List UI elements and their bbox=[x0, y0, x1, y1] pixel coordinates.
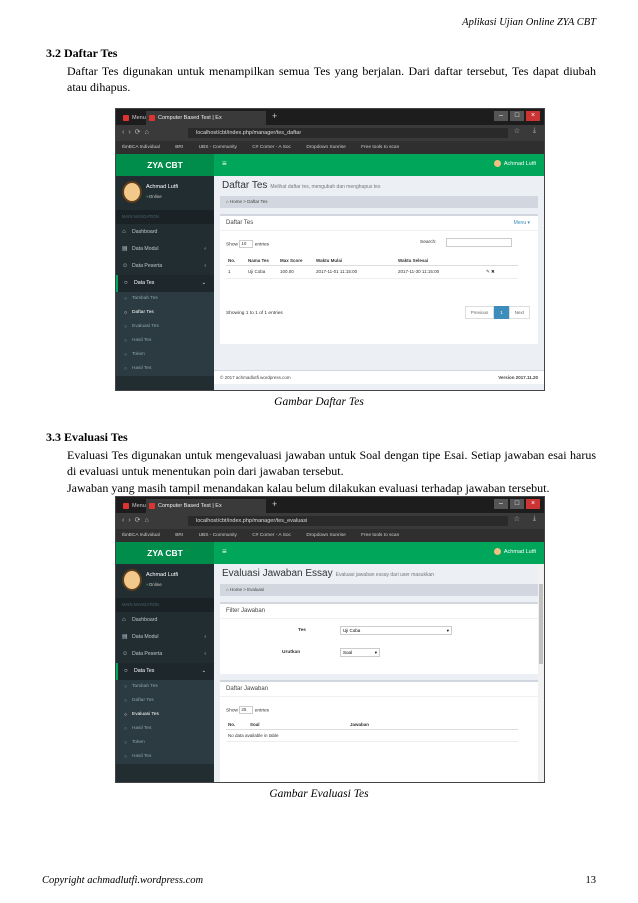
bookmark-item[interactable]: Dropdown Sunrise bbox=[306, 145, 346, 150]
address-bar bbox=[116, 513, 544, 529]
page-title: Evaluasi Jawaban Essay Evaluasi jawaban essay dari user masukkan bbox=[222, 568, 435, 579]
book-icon: ▤ bbox=[122, 246, 128, 252]
profile-name: Achmad Lutfi bbox=[146, 184, 179, 190]
user-menu[interactable]: Achmad Lutfi bbox=[494, 548, 536, 555]
sidebar-item-data-tes[interactable]: ○ Data Tes ⌄ bbox=[116, 275, 214, 292]
search-input[interactable] bbox=[446, 238, 512, 247]
browser-tab[interactable]: Menu bbox=[120, 111, 144, 125]
browser-titlebar bbox=[116, 497, 544, 513]
chevron-left-icon: ‹ bbox=[204, 263, 206, 269]
app-logo[interactable]: ZYA CBT bbox=[116, 542, 214, 564]
subnav-item-active[interactable]: ○ Daftar Tes bbox=[116, 306, 214, 320]
table-header-row bbox=[226, 256, 518, 266]
col-header[interactable]: Max Score bbox=[278, 256, 314, 266]
page-subtitle: Melihat daftar tes, mengubah dan menghapus tes bbox=[270, 184, 381, 190]
col-header bbox=[484, 256, 518, 266]
show-entries: Show 25 entries bbox=[226, 707, 270, 714]
app-logo[interactable]: ZYA CBT bbox=[116, 154, 214, 176]
maximize-icon[interactable]: □ bbox=[510, 499, 524, 509]
circle-icon: ○ bbox=[124, 280, 128, 286]
table-header-row bbox=[226, 720, 518, 730]
bookmark-item[interactable]: Free tools to scan bbox=[361, 533, 400, 538]
subnav-item[interactable]: ○ Tambah Tes bbox=[116, 292, 214, 306]
chevron-left-icon: ‹ bbox=[204, 634, 206, 640]
minimize-icon[interactable]: – bbox=[494, 111, 508, 121]
tes-label: Tes bbox=[298, 628, 306, 633]
avatar bbox=[122, 569, 142, 591]
page-subtitle: Evaluasi jawaban essay dari user masukkan bbox=[335, 572, 435, 578]
col-header[interactable]: No. bbox=[226, 256, 246, 266]
sidebar-item-data-modul[interactable]: ▤ Data Modul ‹ bbox=[116, 241, 214, 258]
urutkan-select[interactable]: Soal ▾ bbox=[340, 648, 380, 657]
sidebar-item-dashboard[interactable]: ⌂ Dashboard bbox=[116, 224, 214, 241]
menu-toggle-icon[interactable]: ≡ bbox=[222, 547, 227, 556]
col-header[interactable]: No. bbox=[226, 720, 248, 730]
circle-icon: ○ bbox=[124, 352, 128, 358]
edit-delete-icon[interactable]: ✎ ✖ bbox=[484, 266, 518, 279]
dashboard-icon: ⌂ bbox=[122, 229, 126, 235]
new-tab-icon[interactable]: + bbox=[272, 499, 278, 509]
dropdown-arrow-icon: ▾ bbox=[446, 628, 449, 633]
prev-button[interactable]: Previous bbox=[465, 306, 495, 319]
circle-icon: ○ bbox=[124, 310, 128, 316]
chevron-left-icon: ‹ bbox=[204, 246, 206, 252]
browser-titlebar bbox=[116, 109, 544, 125]
daftar-tes-table bbox=[226, 256, 518, 279]
download-icon[interactable]: ⤓ bbox=[532, 515, 536, 522]
subnav-item[interactable]: ○ Hasil Tes bbox=[116, 334, 214, 348]
subnav-item-active[interactable]: ○ Evaluasi Tes bbox=[116, 708, 214, 722]
breadcrumb[interactable]: ⌂ Home > Daftar Tes bbox=[220, 196, 538, 208]
search-label: Search: bbox=[420, 240, 437, 245]
subnav-item[interactable]: ○ Evaluasi Tes bbox=[116, 320, 214, 334]
section-heading: 3.3 Evaluasi Tes bbox=[46, 430, 128, 444]
user-panel bbox=[116, 564, 214, 598]
nav-header: MAIN NAVIGATION bbox=[116, 210, 214, 224]
section-body: Evaluasi Tes digunakan untuk mengevaluasi jawaban untuk Soal dengan tipe Esai. Setiap jawaban esai harus di evaluasi untuk menentukan poin dari jawaban tersebut. bbox=[67, 447, 596, 478]
section-body: Jawaban yang masih tampil menandakan kalau belum dilakukan evaluasi terhadap jawaban tersebut. bbox=[67, 480, 550, 495]
tab-favicon-icon bbox=[123, 115, 129, 121]
url-input[interactable]: localhost/cbt/index.php/manager/tes_daftar bbox=[188, 128, 508, 138]
circle-icon: ○ bbox=[124, 684, 128, 690]
nav-header: MAIN NAVIGATION bbox=[116, 598, 214, 612]
col-header[interactable]: Soal bbox=[248, 720, 348, 730]
circle-icon: ○ bbox=[124, 712, 128, 718]
sidebar bbox=[116, 564, 214, 783]
tab-favicon-icon bbox=[149, 503, 155, 509]
entries-select[interactable]: 10 bbox=[239, 240, 253, 248]
nav-buttons-icon[interactable]: ‹›⟳⌂ bbox=[122, 517, 153, 524]
table-info: Showing 1 to 1 of 1 entries bbox=[226, 311, 283, 316]
users-icon: ☺ bbox=[122, 651, 129, 657]
profile-status: ● Online bbox=[146, 582, 162, 587]
section-evaluasi-tes bbox=[46, 429, 596, 496]
url-input[interactable]: localhost/cbt/index.php/manager/tes_evaluasi bbox=[188, 516, 508, 526]
bookmark-item[interactable]: C# Corner - A Soc bbox=[252, 145, 291, 150]
bookmark-item[interactable]: IbnBCA Individual bbox=[122, 533, 160, 538]
nav-buttons-icon[interactable]: ‹›⟳⌂ bbox=[122, 129, 153, 136]
minimize-icon[interactable]: – bbox=[494, 499, 508, 509]
star-icon[interactable]: ☆ bbox=[513, 128, 520, 135]
urutkan-label: Urutkan bbox=[282, 650, 301, 655]
pagination bbox=[465, 306, 530, 319]
close-icon[interactable]: × bbox=[526, 499, 540, 509]
figure-caption: Gambar Evaluasi Tes bbox=[269, 788, 369, 800]
profile-name: Achmad Lutfi bbox=[146, 572, 179, 578]
filter-box bbox=[220, 602, 538, 674]
entries-select[interactable]: 25 bbox=[239, 706, 253, 714]
screenshot-evaluasi-tes bbox=[115, 496, 545, 783]
empty-message: No data available in table bbox=[226, 730, 518, 742]
page-title: Daftar Tes Melihat daftar tes, mengubah dan menghapus tes bbox=[222, 180, 381, 191]
scrollbar[interactable] bbox=[538, 564, 544, 783]
browser-tab-active[interactable]: Computer Based Test | Ex bbox=[146, 111, 266, 125]
bookmark-item[interactable]: IbnBCA Individual bbox=[122, 145, 160, 150]
subnav-item[interactable]: ○ Token bbox=[116, 348, 214, 362]
menu-toggle-icon[interactable]: ≡ bbox=[222, 159, 227, 168]
star-icon[interactable]: ☆ bbox=[513, 516, 520, 523]
profile-status: ● Online bbox=[146, 194, 162, 199]
user-panel bbox=[116, 176, 214, 210]
circle-icon: ○ bbox=[124, 754, 128, 760]
download-icon[interactable]: ⤓ bbox=[532, 127, 536, 134]
bookmarks-bar bbox=[116, 141, 544, 154]
screenshot-daftar-tes bbox=[115, 108, 545, 391]
new-tab-icon[interactable]: + bbox=[272, 111, 278, 121]
footer-copyright: Copyright achmadlutfi.wordpress.com bbox=[42, 875, 204, 886]
address-bar bbox=[116, 125, 544, 141]
circle-icon: ○ bbox=[124, 726, 128, 732]
box-title: Daftar Jawaban bbox=[220, 682, 538, 697]
breadcrumb[interactable]: ⌂ Home > Evaluasi bbox=[220, 584, 538, 596]
col-header[interactable]: Waktu Mulai bbox=[314, 256, 396, 266]
page-button[interactable]: 1 bbox=[494, 306, 509, 319]
subnav-item[interactable]: ○ Tambah Tes bbox=[116, 680, 214, 694]
maximize-icon[interactable]: □ bbox=[510, 111, 524, 121]
bookmark-item[interactable]: Free tools to scan bbox=[361, 145, 400, 150]
box-title: Daftar Tes Menu ▾ bbox=[220, 216, 538, 231]
bookmark-item[interactable]: UBS - Community bbox=[198, 533, 237, 538]
window-controls bbox=[494, 111, 540, 121]
daftar-jawaban-box bbox=[220, 680, 538, 783]
menu-dropdown[interactable]: Menu ▾ bbox=[513, 220, 530, 226]
subnav-item[interactable]: ○ Hasil Tes bbox=[116, 722, 214, 736]
bookmark-item[interactable]: BRI bbox=[175, 533, 184, 538]
content-area bbox=[214, 176, 544, 391]
page-number: 13 bbox=[585, 875, 596, 886]
avatar bbox=[122, 181, 142, 203]
chevron-down-icon: ⌄ bbox=[201, 668, 206, 674]
app-header bbox=[116, 542, 544, 564]
chevron-down-icon: ⌄ bbox=[201, 280, 206, 286]
figure-caption: Gambar Daftar Tes bbox=[274, 396, 364, 408]
subnav-item[interactable]: ○ Hasil Tes bbox=[116, 750, 214, 764]
sidebar-item-dashboard[interactable]: ⌂ Dashboard bbox=[116, 612, 214, 629]
circle-icon: ○ bbox=[124, 338, 128, 344]
bookmark-item[interactable]: UBS - Community bbox=[198, 145, 237, 150]
subnav-item[interactable]: ○ Hasil Tes bbox=[116, 362, 214, 376]
section-daftar-tes bbox=[46, 45, 596, 96]
tab-favicon-icon bbox=[123, 503, 129, 509]
circle-icon: ○ bbox=[124, 668, 128, 674]
next-button[interactable]: Next bbox=[509, 306, 530, 319]
users-icon: ☺ bbox=[122, 263, 129, 269]
subnav-item[interactable]: ○ Token bbox=[116, 736, 214, 750]
book-icon: ▤ bbox=[122, 634, 128, 640]
sidebar-item-data-peserta[interactable]: ☺ Data Peserta ‹ bbox=[116, 646, 214, 663]
jawaban-table bbox=[226, 720, 518, 742]
bookmark-item[interactable]: Dropdown Sunrise bbox=[306, 533, 346, 538]
close-icon[interactable]: × bbox=[526, 111, 540, 121]
circle-icon: ○ bbox=[124, 296, 128, 302]
box-title: Filter Jawaban bbox=[220, 604, 538, 619]
user-menu[interactable]: Achmad Lutfi bbox=[494, 160, 536, 167]
col-header[interactable]: Nama Tes bbox=[246, 256, 278, 266]
subnav-item[interactable]: ○ Daftar Tes bbox=[116, 694, 214, 708]
version-label: Version 2017.11.20 bbox=[498, 375, 538, 380]
circle-icon: ○ bbox=[124, 324, 128, 330]
app-footer: © 2017 achmadlutfi.wordpress.com Version 2017.11.20 bbox=[214, 370, 544, 384]
section-heading: 3.2 Daftar Tes bbox=[46, 46, 118, 60]
window-controls bbox=[494, 499, 540, 509]
bookmark-item[interactable]: C# Corner - A Soc bbox=[252, 533, 291, 538]
browser-tab[interactable]: Menu bbox=[120, 499, 144, 513]
bookmarks-bar bbox=[116, 529, 544, 542]
circle-icon: ○ bbox=[124, 740, 128, 746]
sidebar bbox=[116, 176, 214, 391]
dropdown-arrow-icon: ▾ bbox=[374, 650, 377, 655]
app-header bbox=[116, 154, 544, 176]
circle-icon: ○ bbox=[124, 698, 128, 704]
bookmark-item[interactable]: BRI bbox=[175, 145, 184, 150]
sidebar-item-data-tes[interactable]: ○ Data Tes ⌄ bbox=[116, 663, 214, 680]
table-row bbox=[226, 730, 518, 742]
circle-icon: ○ bbox=[124, 366, 128, 372]
sidebar-item-data-modul[interactable]: ▤ Data Modul ‹ bbox=[116, 629, 214, 646]
tab-favicon-icon bbox=[149, 115, 155, 121]
section-body: Daftar Tes digunakan untuk menampilkan semua Tes yang berjalan. Dari daftar tersebut, Tes dapat diubah atau dihapus. bbox=[67, 63, 596, 94]
sidebar-item-data-peserta[interactable]: ☺ Data Peserta ‹ bbox=[116, 258, 214, 275]
col-header[interactable]: Waktu Selesai bbox=[396, 256, 484, 266]
show-entries: Show 10 entries bbox=[226, 241, 270, 248]
col-header[interactable]: Jawaban bbox=[348, 720, 518, 730]
tes-select[interactable]: Uji Coba ▾ bbox=[340, 626, 452, 635]
running-header: Aplikasi Ujian Online ZYA CBT bbox=[462, 17, 596, 28]
daftar-tes-box bbox=[220, 214, 538, 344]
chevron-left-icon: ‹ bbox=[204, 651, 206, 657]
content-area bbox=[214, 564, 544, 783]
dashboard-icon: ⌂ bbox=[122, 617, 126, 623]
browser-tab-active[interactable]: Computer Based Test | Ex bbox=[146, 499, 266, 513]
table-row: 1 Uji Coba 100.00 2017-11-01 11:15:00 2017-11-30 11:15:00 ✎ ✖ bbox=[226, 266, 518, 279]
